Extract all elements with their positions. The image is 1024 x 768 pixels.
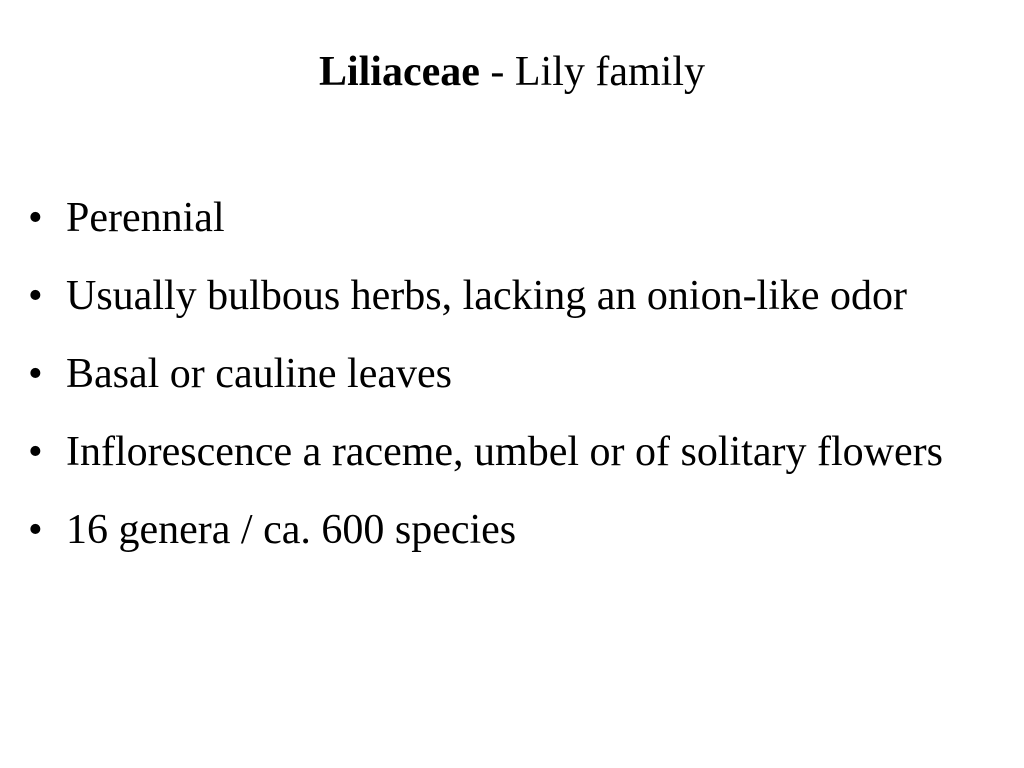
title-family-name: Liliaceae [318,49,480,95]
bullet-item-bulbous-herbs [28,266,978,326]
bullet-icon: • [28,429,43,475]
bullet-item-leaves [28,344,978,404]
bullet-icon: • [28,507,43,553]
bullet-item-genera-species [28,500,978,560]
bullet-text: 16 genera / ca. 600 species [66,507,517,553]
slide-title [0,42,1024,102]
bullet-item-perennial [28,188,978,248]
bullet-text: Usually bulbous herbs, lacking an onion-like odor [66,273,908,319]
bullet-text: Basal or cauline leaves [66,351,452,397]
bullet-icon: • [28,273,43,319]
title-common-name: - Lily family [479,49,706,95]
bullet-icon: • [28,195,43,241]
bullet-icon: • [28,351,43,397]
bullet-item-inflorescence [28,422,978,482]
bullet-text: Inflorescence a raceme, umbel or of solitary flowers [66,429,943,475]
bullet-text: Perennial [66,195,225,241]
bullet-list [28,188,978,578]
